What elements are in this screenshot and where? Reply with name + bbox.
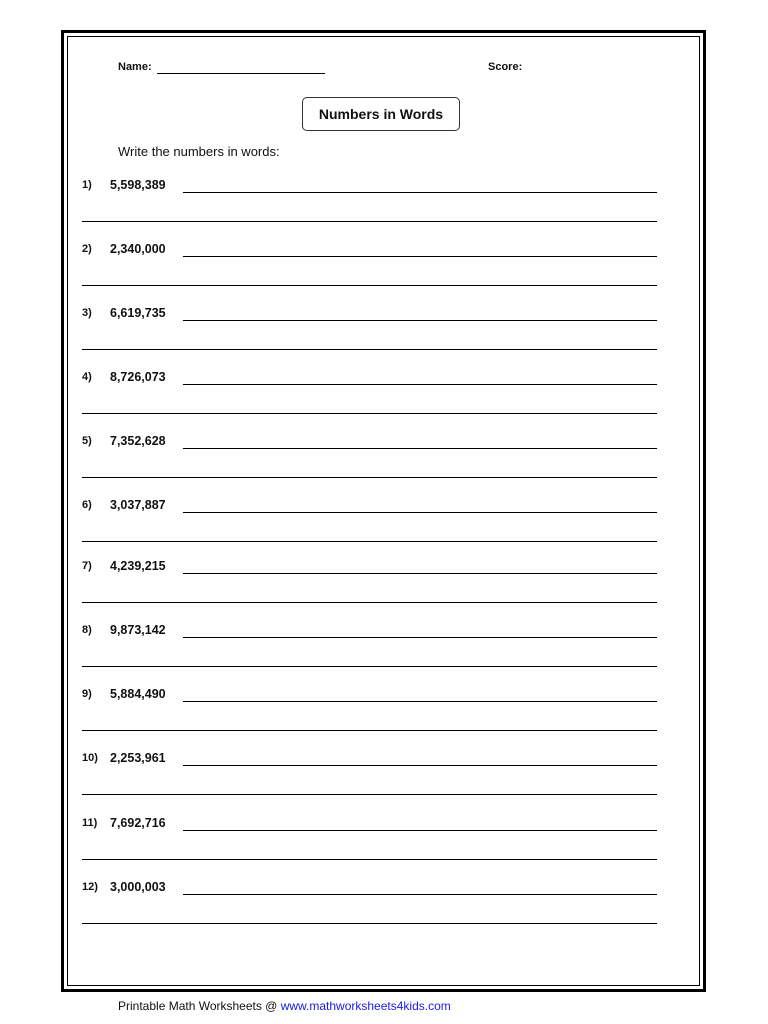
footer [118,999,451,1013]
answer-line[interactable] [82,602,657,603]
problem-number: 6) [82,499,92,511]
problem-number: 2) [82,243,92,255]
answer-line[interactable] [82,221,657,222]
worksheet-title-text: Numbers in Words [318,106,444,122]
answer-line[interactable] [82,413,657,414]
answer-line[interactable] [183,192,657,193]
problem-value: 8,726,073 [110,370,166,384]
problem-number: 1) [82,179,92,191]
problem-value: 7,352,628 [110,434,166,448]
problem-number: 8) [82,624,92,636]
answer-line[interactable] [82,859,657,860]
problem-value: 3,037,887 [110,498,166,512]
problem-value: 6,619,735 [110,306,166,320]
answer-line[interactable] [82,794,657,795]
answer-line[interactable] [82,285,657,286]
problem-value: 4,239,215 [110,559,166,573]
problem-value: 2,340,000 [110,242,166,256]
footer-link[interactable]: www.mathworksheets4kids.com [280,999,451,1013]
problem-number: 10) [82,752,98,764]
answer-line[interactable] [183,894,657,895]
name-field-line[interactable] [157,73,325,74]
problem-number: 4) [82,371,92,383]
problem-number: 11) [82,817,98,829]
problem-number: 5) [82,435,92,447]
problem-number: 9) [82,688,92,700]
answer-line[interactable] [183,573,657,574]
answer-line[interactable] [183,512,657,513]
answer-line[interactable] [183,830,657,831]
worksheet-title [302,97,460,131]
problem-value: 9,873,142 [110,623,166,637]
answer-line[interactable] [82,666,657,667]
problem-value: 5,598,389 [110,178,166,192]
answer-line[interactable] [183,320,657,321]
problem-value: 7,692,716 [110,816,166,830]
answer-line[interactable] [183,637,657,638]
answer-line[interactable] [183,765,657,766]
answer-line[interactable] [82,923,657,924]
problem-value: 5,884,490 [110,687,166,701]
answer-line[interactable] [183,256,657,257]
answer-line[interactable] [183,384,657,385]
answer-line[interactable] [183,701,657,702]
answer-line[interactable] [82,477,657,478]
answer-line[interactable] [82,541,657,542]
problem-number: 3) [82,307,92,319]
problem-value: 2,253,961 [110,751,166,765]
problem-number: 7) [82,560,92,572]
footer-text: Printable Math Worksheets @ [118,999,281,1013]
answer-line[interactable] [183,448,657,449]
problem-number: 12) [82,881,98,893]
answer-line[interactable] [82,349,657,350]
score-label: Score: [488,61,523,73]
instruction-text: Write the numbers in words: [118,144,280,159]
problem-value: 3,000,003 [110,880,166,894]
name-label: Name: [118,61,152,73]
answer-line[interactable] [82,730,657,731]
